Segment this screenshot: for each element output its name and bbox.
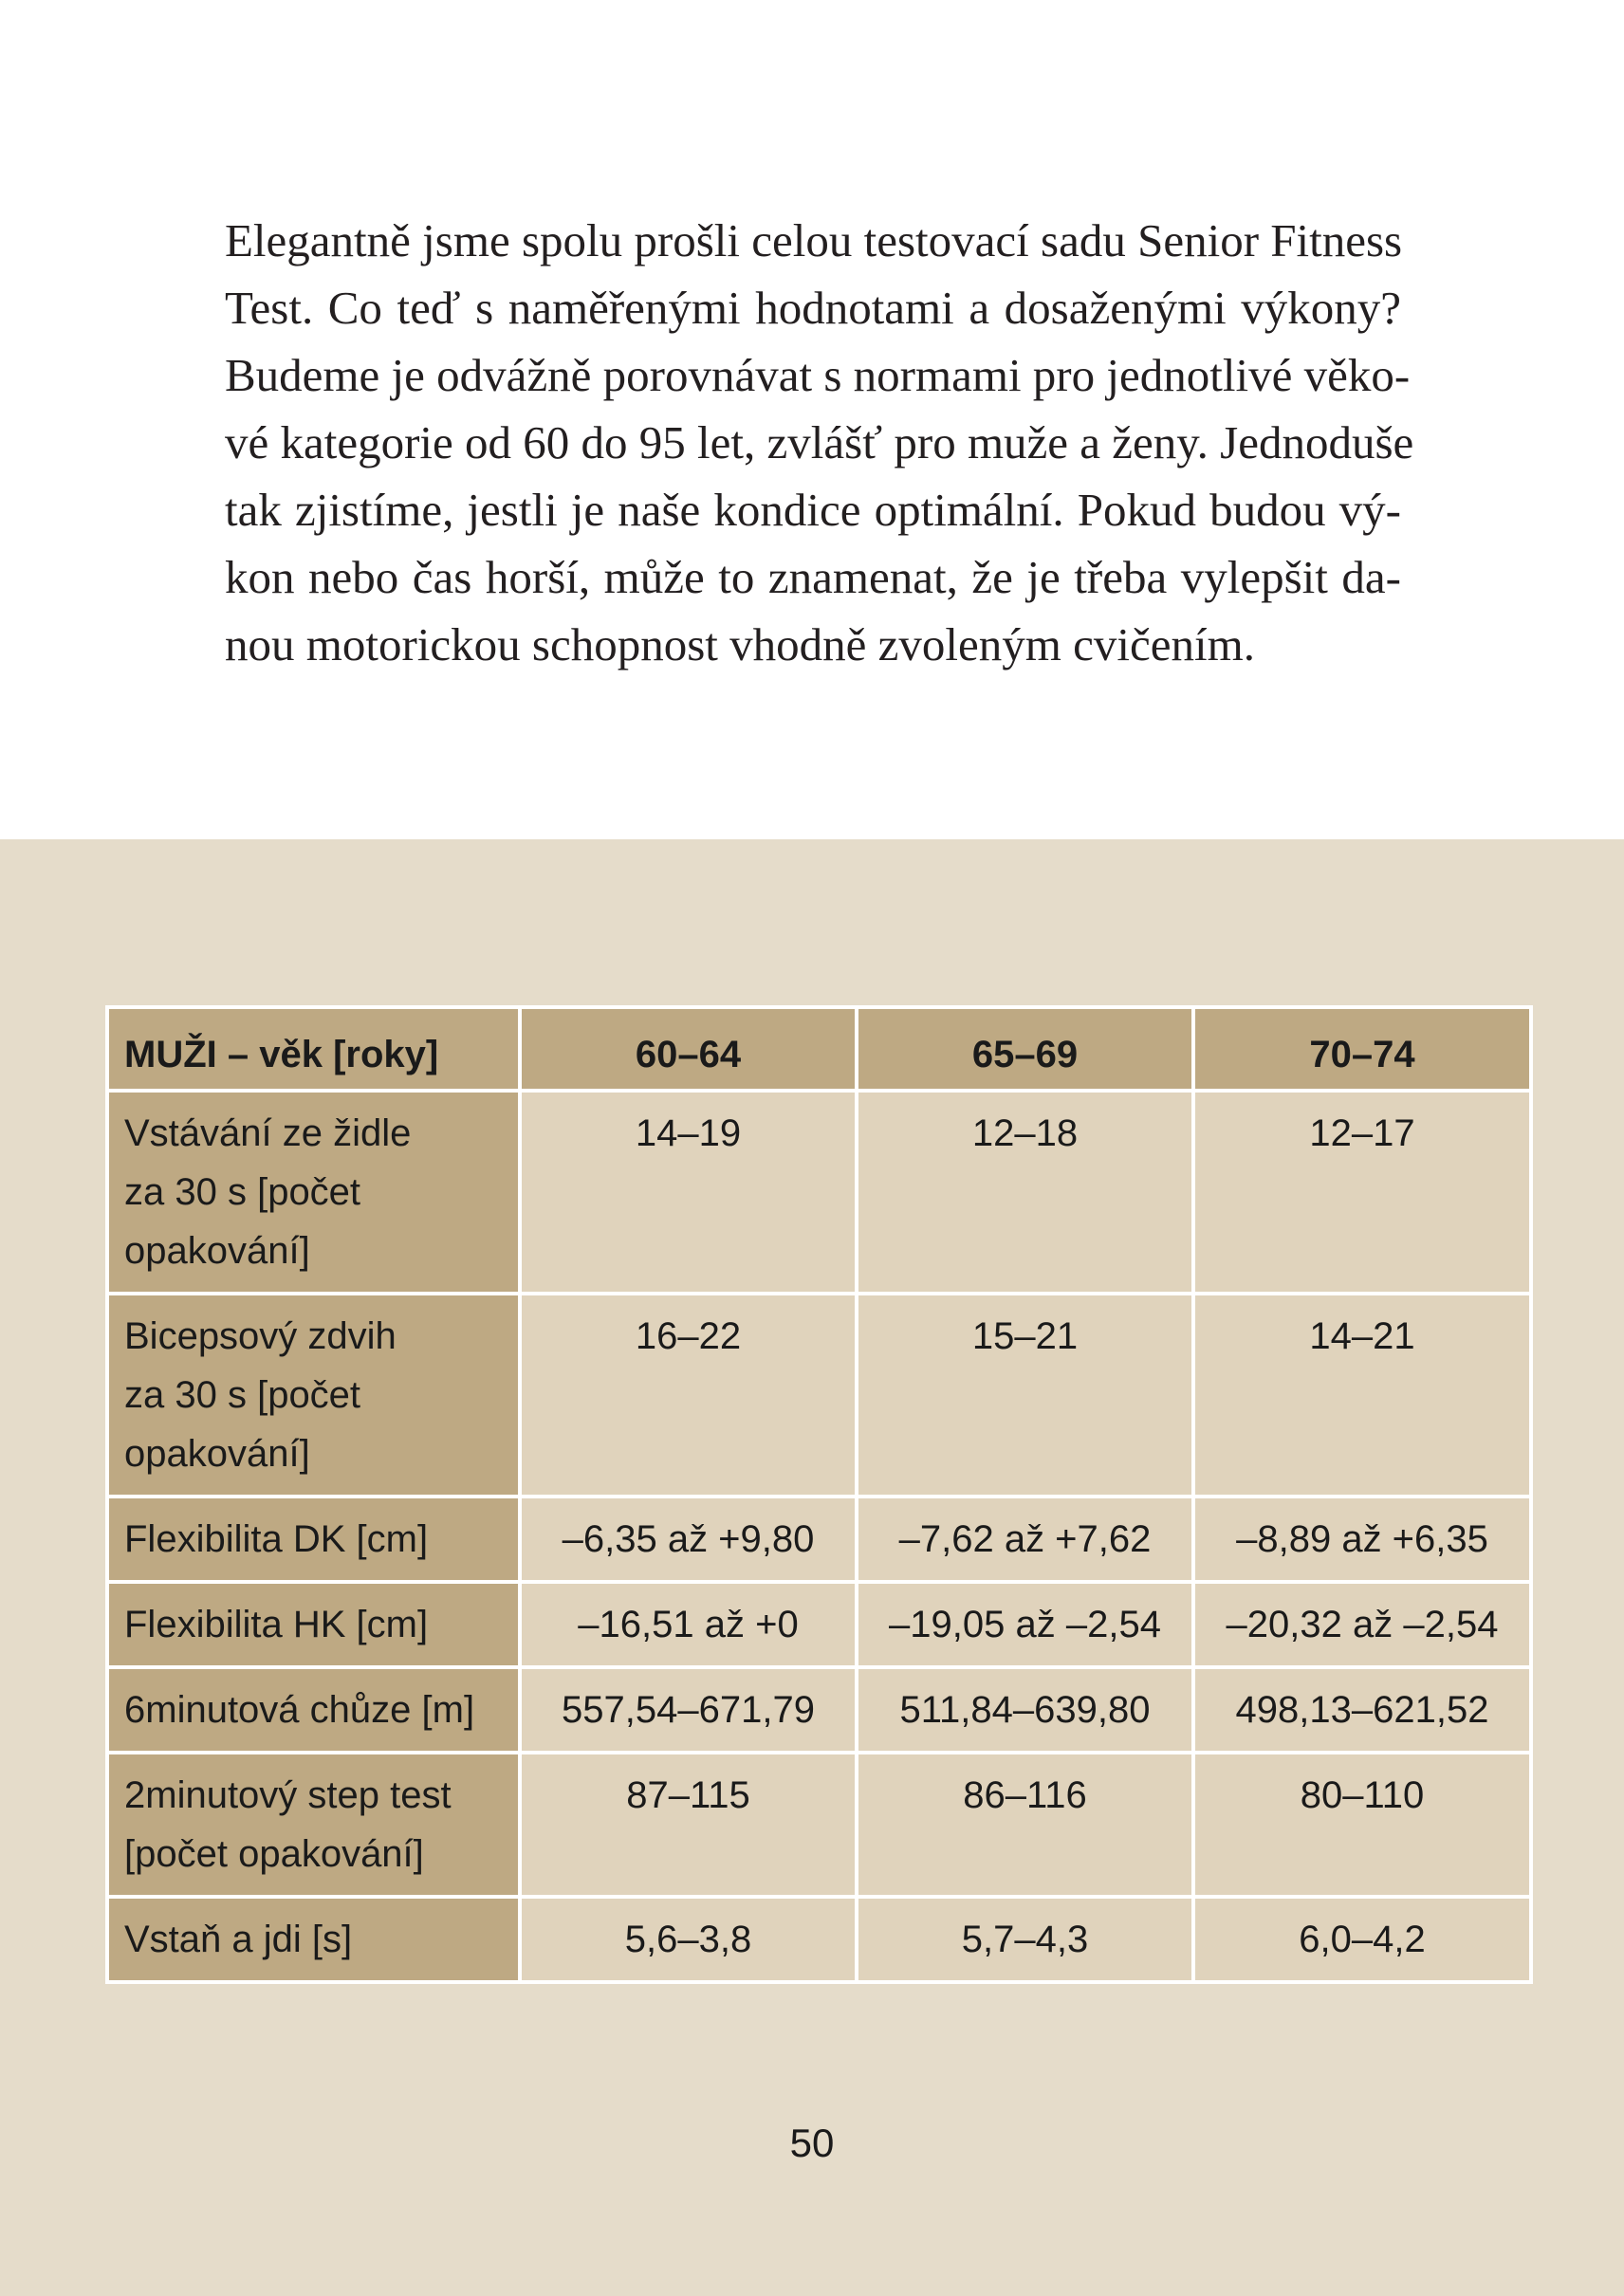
- intro-line: Test. Co teď s naměřenými hodnotami a dosaženými výkony?: [225, 282, 1401, 334]
- row-label-cell: [107, 1753, 520, 1897]
- intro-line: nou motorickou schopnost vhodně zvoleným cvičením.: [225, 618, 1255, 670]
- value-cell: 557,54–671,79: [520, 1667, 857, 1753]
- header-age-group-cell: 70–74: [1193, 1007, 1531, 1091]
- value-cell: 80–110: [1193, 1753, 1531, 1897]
- value-cell: 5,6–3,8: [520, 1897, 857, 1982]
- intro-line: Budeme je odvážně porovnávat s normami pro jednotlivé věko-: [225, 349, 1411, 401]
- row-label-line: Vstávání ze židle: [124, 1112, 412, 1154]
- row-label-line: za 30 s [počet: [124, 1374, 361, 1416]
- page-number: 50: [789, 2121, 835, 2165]
- row-label-cell: [107, 1897, 520, 1982]
- intro-line: vé kategorie od 60 do 95 let, zvlášť pro muže a ženy. Jednoduše: [225, 416, 1414, 468]
- row-label-cell: [107, 1582, 520, 1667]
- header-age-group-cell: 65–69: [857, 1007, 1193, 1091]
- table-row: [107, 1667, 1531, 1753]
- table-row: [107, 1897, 1531, 1982]
- value-cell: 14–19: [520, 1091, 857, 1294]
- value-cell: –20,32 až –2,54: [1193, 1582, 1531, 1667]
- row-label-cell: [107, 1667, 520, 1753]
- intro-line: tak zjistíme, jestli je naše kondice optimální. Pokud budou vý-: [225, 484, 1401, 536]
- intro-line: kon nebo čas horší, může to znamenat, že je třeba vylepšit da-: [225, 551, 1401, 603]
- value-cell: –6,35 až +9,80: [520, 1497, 857, 1582]
- value-cell: 5,7–4,3: [857, 1897, 1193, 1982]
- value-cell: 14–21: [1193, 1294, 1531, 1497]
- row-label-cell: [107, 1091, 520, 1294]
- row-label-line: [počet opakování]: [124, 1833, 424, 1875]
- row-label-line: 6minutová chůze [m]: [124, 1689, 475, 1731]
- value-cell: –7,62 až +7,62: [857, 1497, 1193, 1582]
- table-row: [107, 1582, 1531, 1667]
- value-cell: –19,05 až –2,54: [857, 1582, 1193, 1667]
- table-row: [107, 1497, 1531, 1582]
- table-header-row: [107, 1007, 1531, 1091]
- row-label-line: 2minutový step test: [124, 1774, 452, 1816]
- value-cell: –8,89 až +6,35: [1193, 1497, 1531, 1582]
- row-label-line: Flexibilita DK [cm]: [124, 1518, 429, 1560]
- row-label-cell: [107, 1294, 520, 1497]
- value-cell: 12–17: [1193, 1091, 1531, 1294]
- row-label-line: opakování]: [124, 1230, 310, 1272]
- table-body: [107, 1091, 1531, 1982]
- header-age-group-cell: 60–64: [520, 1007, 857, 1091]
- fitness-norms-table: [105, 1005, 1533, 1984]
- row-label-line: Bicepsový zdvih: [124, 1315, 397, 1357]
- intro-paragraph: [225, 207, 1414, 678]
- value-cell: –16,51 až +0: [520, 1582, 857, 1667]
- table-row: [107, 1294, 1531, 1497]
- row-label-line: za 30 s [počet: [124, 1171, 361, 1213]
- table-row: [107, 1753, 1531, 1897]
- value-cell: 87–115: [520, 1753, 857, 1897]
- value-cell: 15–21: [857, 1294, 1193, 1497]
- header-label-cell: MUŽI – věk [roky]: [107, 1007, 520, 1091]
- value-cell: 6,0–4,2: [1193, 1897, 1531, 1982]
- value-cell: 86–116: [857, 1753, 1193, 1897]
- row-label-line: opakování]: [124, 1433, 310, 1475]
- value-cell: 511,84–639,80: [857, 1667, 1193, 1753]
- value-cell: 16–22: [520, 1294, 857, 1497]
- row-label-cell: [107, 1497, 520, 1582]
- row-label-line: Vstaň a jdi [s]: [124, 1919, 353, 1960]
- value-cell: 12–18: [857, 1091, 1193, 1294]
- row-label-line: Flexibilita HK [cm]: [124, 1604, 429, 1645]
- table-row: [107, 1091, 1531, 1294]
- value-cell: 498,13–621,52: [1193, 1667, 1531, 1753]
- intro-line: Elegantně jsme spolu prošli celou testovací sadu Senior Fitness: [225, 214, 1403, 266]
